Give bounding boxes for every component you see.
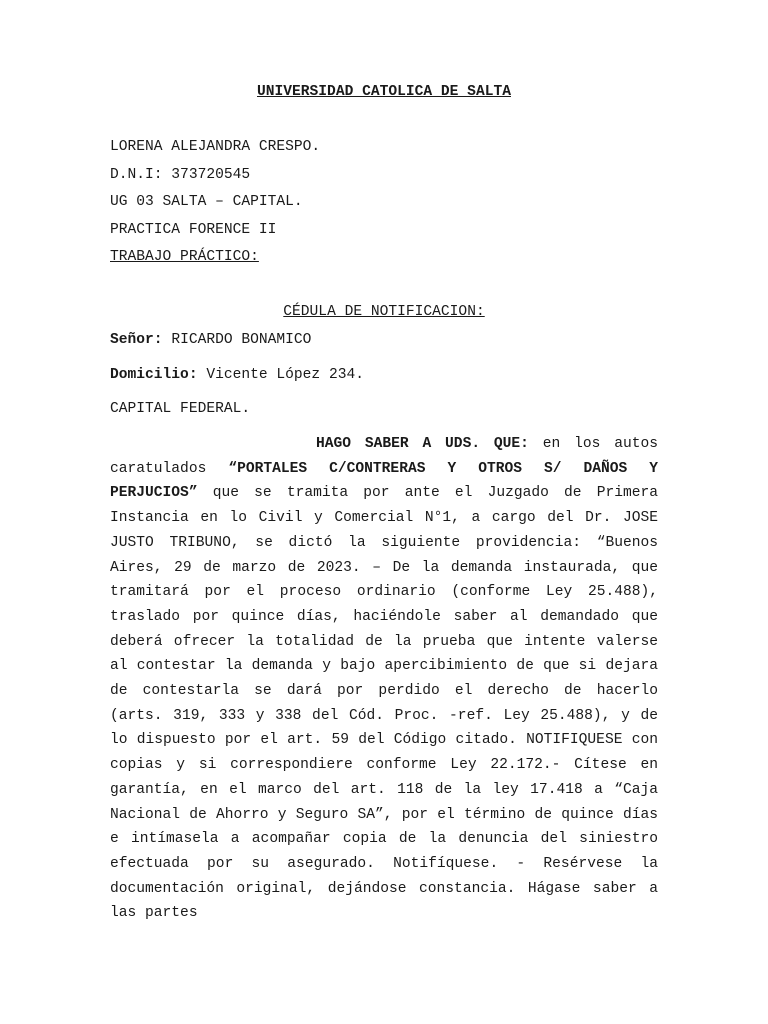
recipient-label: Señor: xyxy=(110,332,163,348)
student-group: UG 03 SALTA – CAPITAL. xyxy=(110,194,303,210)
recipient-line xyxy=(110,332,311,348)
recipient-name: RICARDO BONAMICO xyxy=(171,332,312,348)
address-value: Vicente López 234. xyxy=(206,367,364,383)
body-lead: HAGO SABER A UDS. QUE: xyxy=(316,436,529,452)
case-title: “PORTALES C/CONTRERAS Y OTROS S/ DAÑOS Y PERJUCIOS” xyxy=(110,460,659,502)
student-name: LORENA ALEJANDRA CRESPO. xyxy=(110,139,321,155)
assignment-label: TRABAJO PRÁCTICO: xyxy=(110,249,259,265)
course-name: PRACTICA FORENCE II xyxy=(110,222,277,238)
address-label: Domicilio: xyxy=(110,367,198,383)
notification-body xyxy=(110,432,658,926)
city-line: CAPITAL FEDERAL. xyxy=(110,401,251,417)
body-text-1: en los autos caratulados xyxy=(110,436,658,477)
document-title: UNIVERSIDAD CATOLICA DE SALTA xyxy=(257,84,511,100)
address-line xyxy=(110,367,364,383)
body-text-2: que se tramita por ante el Juzgado de Primera Instancia en lo Civil y Comercial N°1, a cargo del Dr. JOSE JUSTO TRIBUNO, se dictó la siguiente providencia: “Buenos Aires, 29 de marzo de 2023. – De la demanda instaurada, que tramitará por el proceso ordinario (conforme Ley 25.488), traslado por quince días, haciéndole saber al demandado que deberá ofrecer la totalidad de la prueba que intente valerse al contestar la demanda y bajo apercibimiento de que si dejara de contestarla se dará por perdido el derecho de hacerlo (arts. 319, 333 y 338 del Cód. Proc. -ref. Ley 25.488), y de lo dispuesto por el art. 59 del Código citado. NOTIFIQUESE con copias y si correspondiere conforme Ley 22.172.- Cítese en garantía, en el marco del art. 118 de la ley 17.418 a “Caja Nacional de Ahorro y Seguro SA”, por el término de quince días e intímasela a acompañar copia de la denuncia del siniestro efectuada por su asegurado. Notifíquese. - Resérvese la documentación original, dejándose constancia. Hágase saber a las partes xyxy=(110,485,658,922)
student-dni: D.N.I: 373720545 xyxy=(110,167,251,183)
cedula-title: CÉDULA DE NOTIFICACION: xyxy=(283,304,485,320)
